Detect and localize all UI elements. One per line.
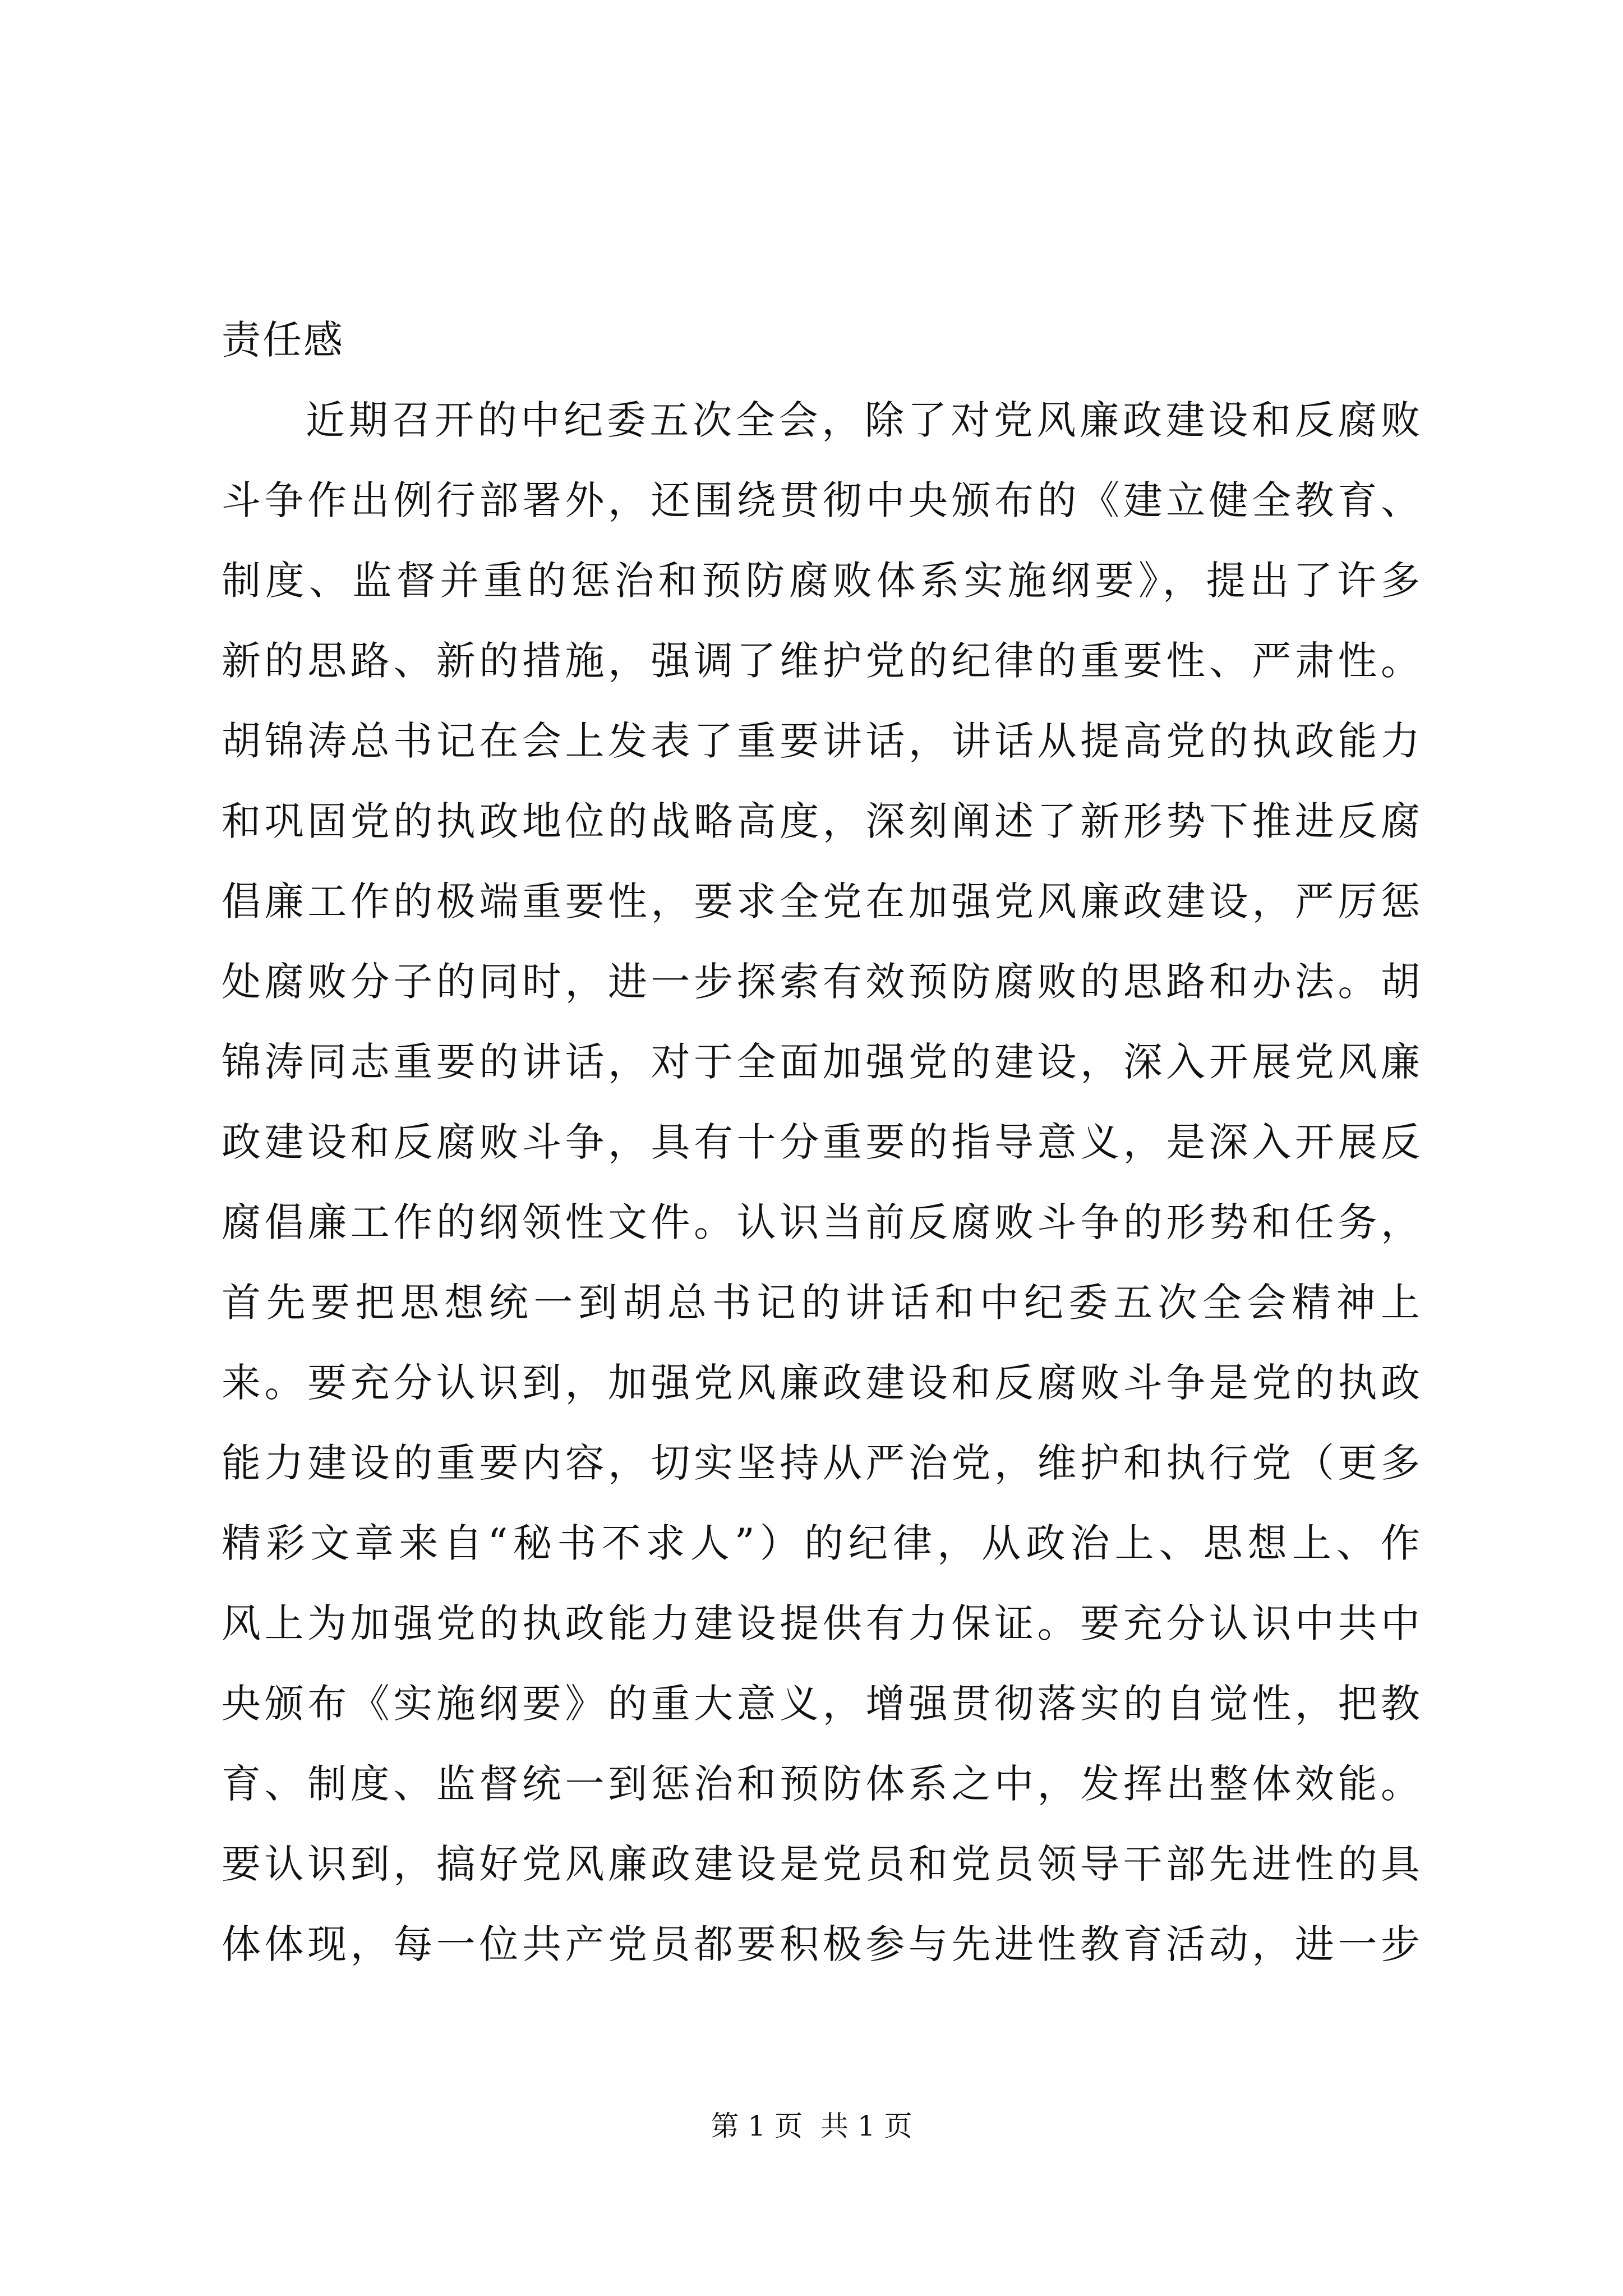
text-line: 和巩固党的执政地位的战略高度，深刻阐述了新形势下推进反腐 — [222, 798, 1422, 844]
text-line: 能力建设的重要内容，切实坚持从严治党，维护和执行党（更多 — [222, 1440, 1422, 1486]
text-line: 风上为加强党的执政能力建设提供有力保证。要充分认识中共中 — [222, 1600, 1422, 1646]
heading-fragment: 责任感 — [222, 317, 344, 363]
text-line: 腐倡廉工作的纲领性文件。认识当前反腐败斗争的形势和任务， — [222, 1199, 1422, 1245]
document-body — [222, 300, 1422, 1985]
text-line: 倡廉工作的极端重要性，要求全党在加强党风廉政建设，严厉惩 — [222, 878, 1422, 924]
text-line: 央颁布《实施纲要》的重大意义，增强贯彻落实的自觉性，把教 — [222, 1681, 1422, 1727]
text-line: 育、制度、监督统一到惩治和预防体系之中，发挥出整体效能。 — [222, 1761, 1422, 1807]
text-line: 新的思路、新的措施，强调了维护党的纪律的重要性、严肃性。 — [222, 638, 1422, 684]
text-line: 处腐败分子的同时，进一步探索有效预防腐败的思路和办法。胡 — [222, 959, 1422, 1005]
text-line: 锦涛同志重要的讲话，对于全面加强党的建设，深入开展党风廉 — [222, 1039, 1422, 1085]
text-line: 要认识到，搞好党风廉政建设是党员和党员领导干部先进性的具 — [222, 1841, 1422, 1887]
text-line: 制度、监督并重的惩治和预防腐败体系实施纲要》，提出了许多 — [222, 558, 1422, 604]
text-line: 斗争作出例行部署外，还围绕贯彻中央颁布的《建立健全教育、 — [222, 477, 1422, 523]
text-line: 胡锦涛总书记在会上发表了重要讲话，讲话从提高党的执政能力 — [222, 718, 1422, 764]
text-line: 政建设和反腐败斗争，具有十分重要的指导意义，是深入开展反 — [222, 1119, 1422, 1165]
text-line: 精彩文章来自“秘书不求人”）的纪律，从政治上、思想上、作 — [222, 1520, 1422, 1566]
text-line: 首先要把思想统一到胡总书记的讲话和中纪委五次全会精神上 — [222, 1280, 1422, 1326]
text-line: 体体现，每一位共产党员都要积极参与先进性教育活动，进一步 — [222, 1921, 1422, 1967]
text-line: 近期召开的中纪委五次全会，除了对党风廉政建设和反腐败 — [306, 397, 1422, 443]
text-line: 来。要充分认识到，加强党风廉政建设和反腐败斗争是党的执政 — [222, 1360, 1422, 1406]
page-number-footer: 第 1 页 共 1 页 — [711, 2110, 912, 2142]
